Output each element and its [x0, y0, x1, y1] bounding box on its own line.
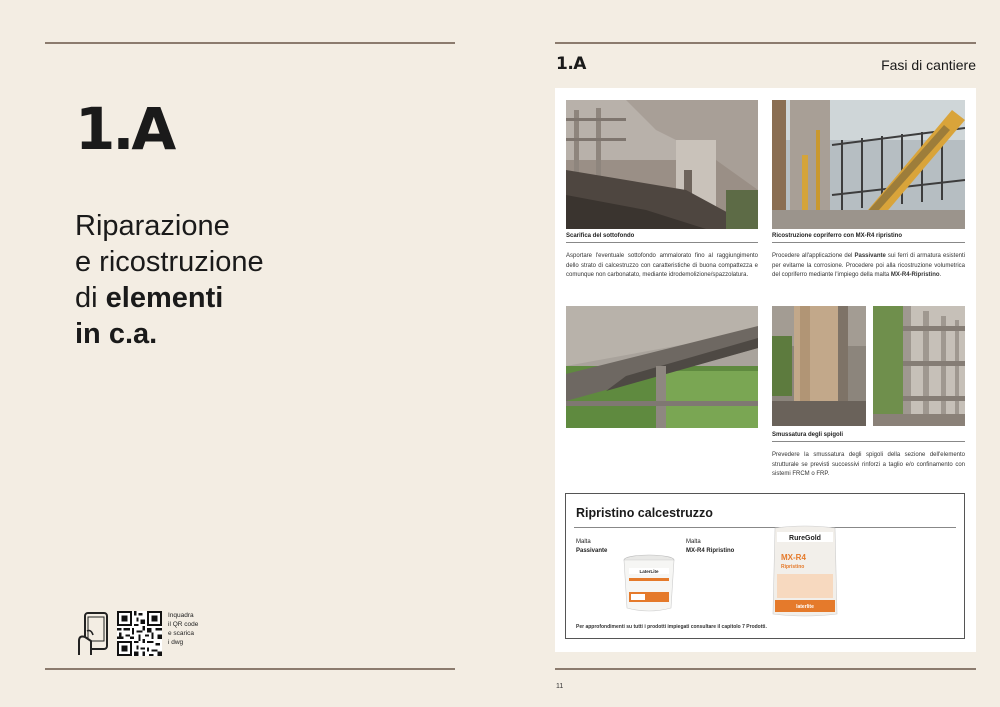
svg-text:MX-R4: MX-R4 — [781, 553, 806, 562]
product-label-mx-r4: Malta MX-R4 Ripristino — [686, 539, 735, 554]
photo-cover-reconstruction — [772, 100, 965, 229]
section-number: 1.A — [75, 95, 174, 163]
photo-beam-repair — [566, 306, 758, 428]
photo-substrate-scarification — [566, 100, 758, 229]
top-rule-right — [555, 42, 976, 44]
step-caption: Ricostruzione copriferro con MX-R4 ripristino — [772, 233, 965, 243]
top-rule-left — [45, 42, 455, 44]
mx-r4-bag-icon — [771, 524, 839, 618]
products-box-title: Ripristino calcestruzzo — [576, 506, 713, 520]
title-line: di elementi — [75, 282, 224, 314]
products-note: Per approfondimenti su tutti i prodotti impiegati consultare il capitolo 7 Prodotti. — [576, 624, 767, 630]
title-line: e ricostruzione — [75, 246, 264, 278]
step-caption: Smussatura degli spigoli — [772, 432, 965, 442]
step-description: Prevedere la smussatura degli spigoli della sezione dell'elemento strutturale se previsti successivi rinforzi a taglio e/o confinamento con sistemi FRCM o FRP. — [772, 452, 965, 477]
step-caption: Scarifica del sottofondo — [566, 233, 758, 243]
svg-text:LaterLite: LaterLite — [639, 569, 659, 574]
photo-structural-frame — [873, 306, 965, 426]
title-line: in c.a. — [75, 318, 158, 350]
passivante-bucket-icon — [621, 554, 677, 614]
products-box-divider — [574, 527, 956, 528]
step-description: Asportare l'eventuale sottofondo ammalorato fino al raggiungimento dello strato di calcestruzzo con caratteristiche di buona compattezza e comunque non carbonatato, mediante idrodemolizione/spazzolatura. — [566, 253, 758, 278]
title-line: Riparazione — [75, 210, 230, 242]
svg-text:RureGold: RureGold — [789, 535, 821, 542]
photo-column-edges — [772, 306, 866, 426]
qr-code-icon[interactable] — [117, 611, 162, 656]
phone-scan-icon — [77, 611, 111, 657]
product-label-passivante: Malta Passivante — [576, 539, 608, 554]
page-number: 11 — [556, 683, 564, 690]
bottom-rule-left — [45, 668, 455, 670]
content-panel — [555, 88, 976, 652]
page-heading: Fasi di cantiere — [881, 57, 976, 73]
section-title — [75, 208, 264, 352]
svg-text:laterlite: laterlite — [796, 604, 814, 610]
svg-text:Ripristino: Ripristino — [781, 564, 805, 570]
page-section-number: 1.A — [556, 54, 586, 74]
products-box — [565, 493, 965, 639]
step-description: Procedere all'applicazione del Passivante sui ferri di armatura esistenti per evitarne la corrosione. Procedere poi alla ricostruzione volumetrica del copriferro mediante l'impiego della malta MX-R4-Ripristino. — [772, 253, 965, 278]
qr-download-block — [77, 611, 218, 657]
bottom-rule-right — [555, 668, 976, 670]
qr-instructions: Inquadra il QR code e scarica i dwg — [168, 612, 199, 646]
